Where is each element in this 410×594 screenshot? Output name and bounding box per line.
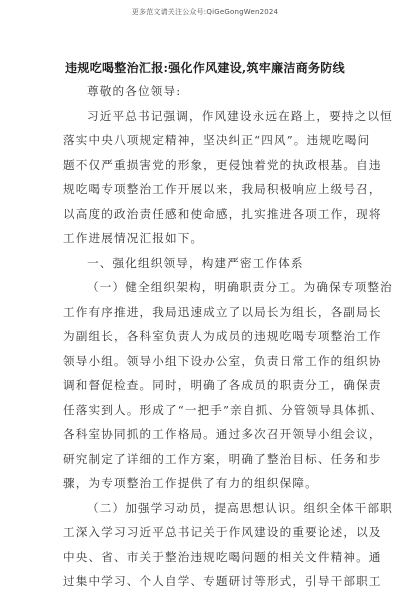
paragraph-line: 领导小组。领导小组下设办公室，负责日常工作的组织协 bbox=[63, 353, 382, 368]
document-body bbox=[63, 79, 393, 594]
paragraph-line: 题不仅严重损害党的形象，更侵蚀着党的执政根基。自违 bbox=[63, 157, 382, 172]
header-note: 更多范文请关注公众号:QiGeGongWen2024 bbox=[131, 8, 279, 16]
paragraph-line: 工作有序推进，我局迅速成立了以局长为组长，各副局长 bbox=[63, 304, 382, 319]
paragraph-line: 中央、省、市关于整治违规吃喝问题的相关文件精神。通 bbox=[63, 549, 382, 564]
paragraph-line: （二）加强学习动员，提高思想认识。组织全体干部职 bbox=[87, 500, 393, 515]
document-title: 违规吃喝整治汇报:强化作风建设,筑牢廉洁商务防线 bbox=[65, 61, 345, 75]
salutation: 尊敬的各位领导: bbox=[87, 84, 182, 98]
paragraph-line: 骤，为专项整治工作提供了有力的组织保障。 bbox=[63, 476, 318, 490]
paragraph-line: 工作进展情况汇报如下。 bbox=[63, 231, 204, 245]
paragraph-line: 调和督促检查。同时，明确了各成员的职责分工，确保责 bbox=[63, 378, 382, 392]
paragraph-line: 过集中学习、个人自学、专题研讨等形式，引导干部职工 bbox=[63, 574, 382, 588]
paragraph-line: 工深入学习习近平总书记关于作风建设的重要论述，以及 bbox=[63, 525, 382, 539]
paragraph-line: 习近平总书记强调，作风建设永远在路上，要持之以恒 bbox=[87, 108, 393, 123]
paragraph-line: 为副组长，各科室负责人为成员的违规吃喝专项整治工作 bbox=[63, 329, 382, 343]
paragraph-line: 研究制定了详细的工作方案，明确了整治目标、任务和步 bbox=[63, 451, 382, 466]
section-heading: 一、强化组织领导，构建严密工作体系 bbox=[87, 255, 304, 270]
paragraph-line: 各科室协同抓的工作格局。通过多次召开领导小组会议， bbox=[63, 427, 382, 441]
paragraph-line: （一）健全组织架构，明确职责分工。为确保专项整治 bbox=[87, 280, 393, 294]
paragraph-line: 落实中央八项规定精神，坚决纠正“四风”。违规吃喝问 bbox=[63, 133, 371, 147]
paragraph-line: 以高度的政治责任感和使命感，扎实推进各项工作，现将 bbox=[63, 206, 382, 221]
paragraph-line: 任落实到人。形成了“一把手”亲自抓、分管领导具体抓、 bbox=[63, 402, 384, 417]
paragraph-line: 规吃喝专项整治工作开展以来，我局积极响应上级号召， bbox=[63, 182, 382, 196]
